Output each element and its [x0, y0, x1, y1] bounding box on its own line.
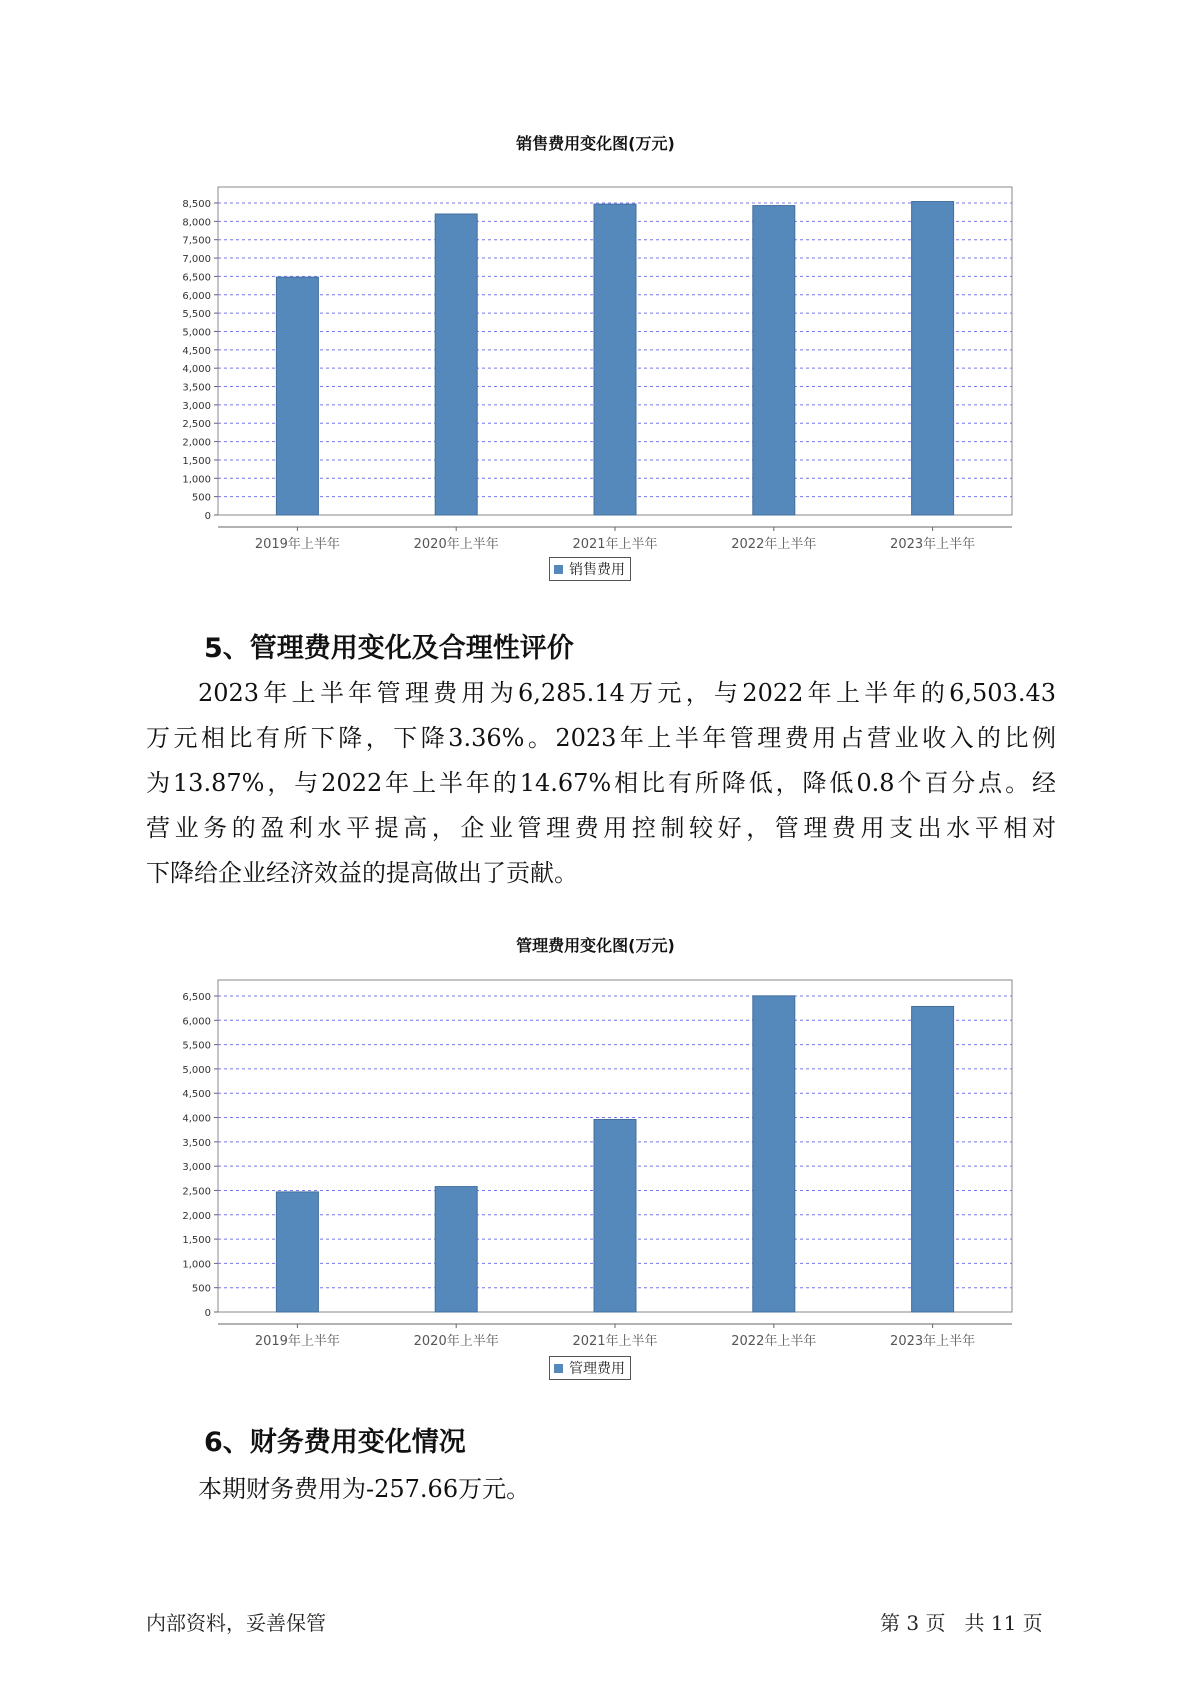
- x-tick-label: 2020年上半年: [413, 537, 499, 552]
- y-tick-label: 6,500: [182, 272, 211, 284]
- y-tick-label: 5,500: [182, 309, 211, 321]
- x-tick-label: 2022年上半年: [731, 1334, 817, 1349]
- x-tick-label: 2019年上半年: [254, 537, 340, 552]
- y-tick-label: 2,000: [182, 1210, 211, 1222]
- legend-label: 销售费用: [569, 562, 625, 578]
- paragraph-line: 本期财务费用为-257.66万元。: [198, 1475, 531, 1503]
- x-tick-label: 2021年上半年: [572, 1334, 658, 1349]
- y-tick-label: 500: [191, 492, 211, 504]
- footer-left: 内部资料，妥善保管: [146, 1611, 326, 1635]
- y-tick-label: 1,000: [182, 474, 211, 486]
- bar: [912, 1006, 954, 1312]
- y-tick-label: 5,000: [182, 1064, 211, 1076]
- y-tick-label: 0: [204, 1308, 211, 1319]
- chart-title-management: 管理费用变化图(万元): [516, 936, 675, 955]
- legend-label: 管理费用: [569, 1361, 625, 1377]
- section6-paragraph: [146, 1467, 1056, 1512]
- section5-paragraph: [146, 671, 1056, 896]
- paragraph-line: 万元相比有所下降，下降3.36%。2023年上半年管理费用占营业收入的比例: [146, 724, 1056, 752]
- y-tick-label: 0: [204, 511, 211, 522]
- y-tick-label: 1,000: [182, 1259, 211, 1271]
- bar: [594, 204, 636, 515]
- y-tick-label: 4,500: [182, 345, 211, 357]
- x-tick-label: 2022年上半年: [731, 537, 817, 552]
- y-tick-label: 8,000: [182, 217, 211, 229]
- chart-legend-sales: [549, 557, 631, 581]
- y-tick-label: 7,000: [182, 254, 211, 266]
- y-tick-label: 4,000: [182, 364, 211, 376]
- x-tick-label: 2019年上半年: [254, 1334, 340, 1349]
- bar: [276, 1192, 318, 1312]
- y-tick-label: 3,500: [182, 382, 211, 394]
- y-tick-label: 6,500: [182, 992, 211, 1003]
- bar: [276, 277, 318, 515]
- y-tick-label: 4,000: [182, 1113, 211, 1125]
- y-tick-label: 500: [191, 1283, 211, 1295]
- x-tick-label: 2021年上半年: [572, 537, 658, 552]
- paragraph-line: 为13.87%，与2022年上半年的14.67%相比有所降低，降低0.8个百分点。经: [146, 769, 1056, 797]
- bar: [912, 202, 954, 515]
- footer-page-number: 第 3 页 共 11 页: [880, 1611, 1043, 1635]
- bar: [435, 214, 477, 515]
- x-tick-label: 2023年上半年: [890, 537, 976, 552]
- bar: [594, 1119, 636, 1312]
- y-tick-label: 6,000: [182, 1016, 211, 1028]
- section-heading-management-expense: 5、管理费用变化及合理性评价: [204, 633, 574, 664]
- paragraph-line: 下降给企业经济效益的提高做出了贡献。: [146, 859, 578, 887]
- y-tick-label: 7,500: [182, 235, 211, 247]
- bar: [435, 1187, 477, 1312]
- y-tick-label: 3,000: [182, 400, 211, 412]
- y-tick-label: 2,500: [182, 419, 211, 431]
- y-tick-label: 1,500: [182, 455, 211, 467]
- paragraph-line: 2023年上半年管理费用为6,285.14万元，与2022年上半年的6,503.43: [198, 679, 1056, 707]
- x-tick-label: 2023年上半年: [890, 1334, 976, 1349]
- y-tick-label: 5,500: [182, 1040, 211, 1052]
- y-tick-label: 4,500: [182, 1089, 211, 1101]
- y-tick-label: 5,000: [182, 327, 211, 339]
- y-tick-label: 2,500: [182, 1186, 211, 1198]
- y-tick-label: 3,500: [182, 1137, 211, 1149]
- bar: [753, 206, 795, 515]
- section-heading-finance-expense: 6、财务费用变化情况: [204, 1427, 466, 1458]
- paragraph-line: 营业务的盈利水平提高，企业管理费用控制较好，管理费用支出水平相对: [146, 814, 1056, 842]
- chart-title-sales: 销售费用变化图(万元): [516, 134, 675, 153]
- y-tick-label: 6,000: [182, 290, 211, 302]
- x-tick-label: 2020年上半年: [413, 1334, 499, 1349]
- bar: [753, 996, 795, 1312]
- y-tick-label: 1,500: [182, 1235, 211, 1247]
- legend-swatch-icon: [554, 1364, 563, 1373]
- y-tick-label: 8,500: [182, 199, 211, 210]
- y-tick-label: 3,000: [182, 1162, 211, 1174]
- sales-expense-chart: [0, 170, 1191, 700]
- management-expense-chart: [0, 970, 1191, 1370]
- y-tick-label: 2,000: [182, 437, 211, 449]
- legend-swatch-icon: [554, 565, 563, 574]
- chart-legend-management: [549, 1356, 631, 1380]
